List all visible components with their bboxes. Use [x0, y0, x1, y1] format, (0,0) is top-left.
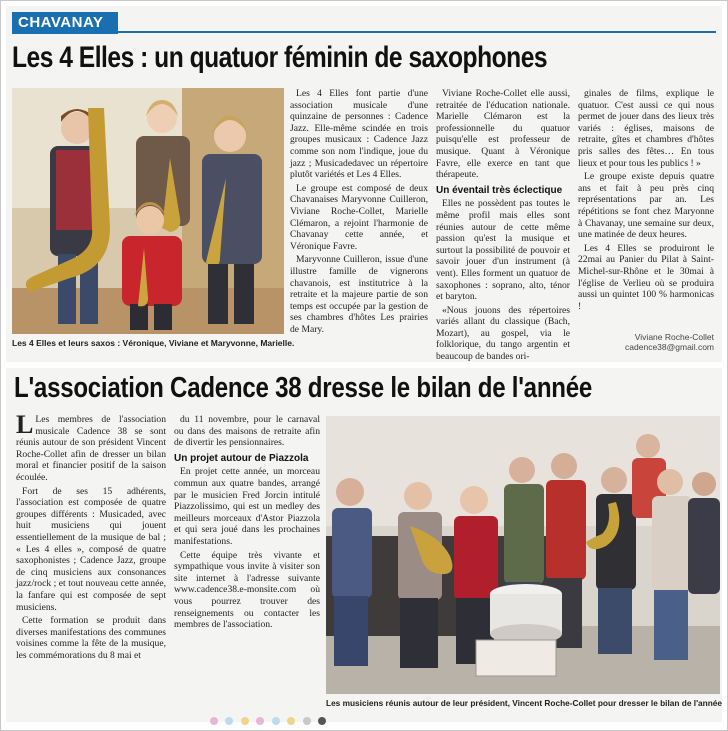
- paragraph: Les 4 Elles se produiront le 22mai au Panier du Pilat à Saint-Michel-sur-Rhône et le 30mai à l'église de Verlieu où se produira aussi un quintet 100 % harmonicas !: [578, 242, 714, 312]
- headline-quatuor: Les 4 Elles : un quatuor féminin de saxophones: [12, 41, 548, 74]
- photo-group-musicians: [326, 416, 720, 694]
- photo-four-saxophonists-image: [12, 88, 284, 334]
- subheading-eventail: Un éventail très éclectique: [436, 184, 563, 196]
- dot: [225, 717, 233, 725]
- author-name: Viviane Roche-Collet: [634, 332, 714, 342]
- dot: [256, 717, 264, 725]
- dot: [287, 717, 295, 725]
- dot: [210, 717, 218, 725]
- rubric-rule: [118, 31, 716, 33]
- section-label: CHAVANAY: [18, 14, 104, 31]
- dot: [318, 717, 326, 725]
- photo-caption-top: Les 4 Elles et leurs saxos : Véronique, Viviane et Maryvonne, Marielle.: [12, 338, 295, 348]
- paragraph: Viviane Roche-Collet elle aussi, retraitée de l'éducation nationale. Marielle Clémaron est la professionnelle du quatuor puisqu'elle est professeur de musique. Quant à Véronique Favre, elle exerce en tant que thérapeute.: [436, 88, 570, 181]
- paragraph: Les 4 Elles font partie d'une association musicale d'une quinzaine de personnes : Cadence Jazz. Elle-même scindée en trois groupes musicaux : Cadence Jazz comme son nom l'indique, joue du jazz ; Musicadedavec un répertoire plutôt variétés et Les 4 Elles.: [290, 88, 428, 181]
- paragraph: Le groupe est composé de deux Chavanaises Maryvonne Cuilleron, Viviane Roche-Collet, Marielle Clémaron, a rejoint l'harmonie de Chavanay cette année, et Véronique Favre.: [290, 182, 428, 252]
- paragraph: Cette équipe très vivante et sympathique vous invite à visiter son site internet à l'adresse suivante www.cadence38.e-monsite.com où vous pourrez trouver des renseignements ou contacter les membres de l'association.: [174, 549, 320, 631]
- paragraph: [16, 410, 166, 484]
- paragraph: du 11 novembre, pour le carnaval ou dans des maisons de retraite afin de divertir les pensionnaires.: [174, 414, 320, 449]
- text-column-2: [174, 414, 320, 714]
- paragraph: Le groupe existe depuis quatre ans et fait à peu près cinq représentations par an. Les répétitions se font chez Maryonne à Chavanay, une semaine sur deux, une matinée de deux heures.: [578, 171, 714, 241]
- paragraph: Fort de ses 15 adhérents, l'association est composée de quatre groupes différents : Musicaded, avec huit musiciens qui jouent essentiellement de la musique de bal ; « Les 4 elles », composé de quatre saxophonistes ; Cadence Jazz, groupe de cinq musiciens aux consonances jazz/rock ; et tout nouveau cette année, la fanfare qui est composée de sept musiciens.: [16, 485, 166, 613]
- dot: [272, 717, 280, 725]
- text-column-1: [290, 88, 428, 350]
- paragraph: Cette formation se produit dans diverses manifestations des communes voisines comme la fête de la musique, les commémorations du 8 mai et: [16, 615, 166, 661]
- photo-caption-bottom: Les musiciens réunis autour de leur président, Vincent Roche-Collet pour dresser le bilan de l'année: [326, 698, 723, 708]
- photo-four-saxophonists: [12, 88, 284, 334]
- drop-cap: L: [16, 410, 34, 439]
- article-cadence38: [6, 368, 722, 722]
- author-signature: [566, 332, 714, 352]
- headline-bilan: L'association Cadence 38 dresse le bilan de l'année: [14, 372, 593, 404]
- author-email: cadence38@gmail.com: [625, 342, 714, 352]
- paragraph: Maryvonne Cuilleron, issue d'une illustre famille de vignerons chavanois, est institutrice à la retraite et la majeure partie de son temps est occupée par la gestion de ses chambres d'hôtes Les prairies de Mary.: [290, 254, 428, 335]
- article-chavanay: [6, 6, 722, 362]
- paragraph: En projet cette année, un morceau commun aux quatre bandes, arrangé par le musicien Fred Jorcin intitulé Piazzolissimo, qui est un medley des meilleurs morceaux d'Astor Piazzola et qui sera joué dans les prochaines manifestations.: [174, 466, 320, 547]
- paragraph: Elles ne possèdent pas toutes le même profil mais elles sont réunies autour de cette même passion qu'est la musique et surtout la possibilité de pouvoir et savoir jouer d'un instrument (à vent). Elles forment un quatuor de saxophones : soprano, alto, ténor et baryton.: [436, 198, 570, 303]
- color-dots-decoration: [210, 712, 329, 730]
- text-column-3: [578, 88, 714, 332]
- section-rubric: [12, 12, 118, 34]
- dot: [241, 717, 249, 725]
- dot: [303, 717, 311, 725]
- text-column-2: [436, 88, 570, 363]
- text-column-1: [16, 410, 166, 714]
- subheading-piazzola: Un projet autour de Piazzola: [174, 452, 309, 464]
- photo-group-musicians-image: [326, 416, 720, 694]
- paragraph: «Nous jouons des répertoires variés allant du classique (Bach, Mozart), au gospel, via le folklorique, du tango argentin et beaucoup de bandes ori-: [436, 304, 570, 363]
- paragraph: ginales de films, explique le quatuor. C'est aussi ce qui nous permet de jouer dans des lieux très variés : églises, maisons de retraite, gîtes et chambres d'hôtes pris salles des fêtes… En tous lieux et pour tous les publics ! »: [578, 88, 714, 169]
- paragraph-body: Les membres de l'association musicale Cadence 38 se sont réunis autour de son président Vincent Roche-Collet afin de dresser un bilan moral et financier positif de la saison écoulée.: [16, 414, 166, 483]
